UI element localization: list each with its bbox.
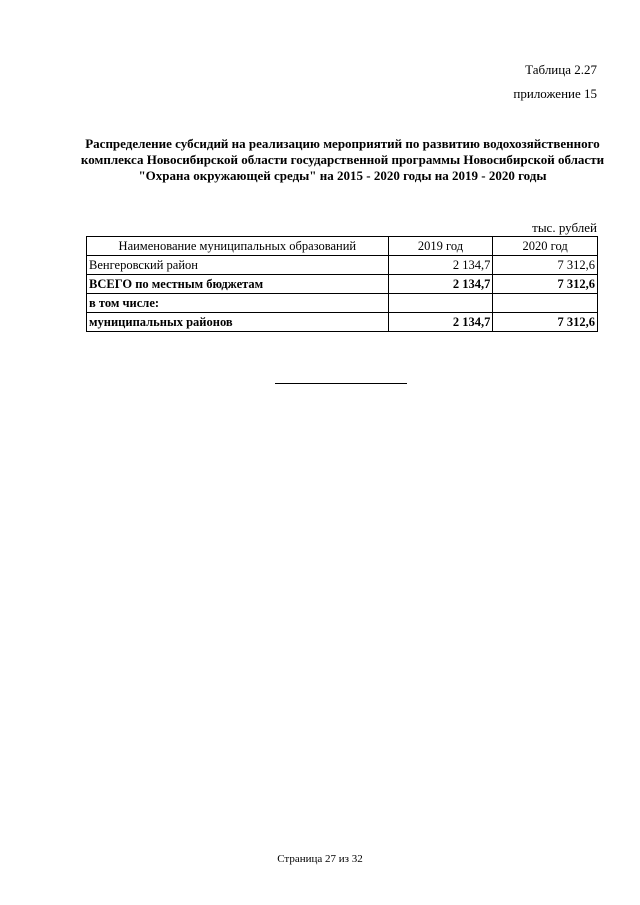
row-value-2019: 2 134,7 (388, 275, 493, 294)
column-header-2019: 2019 год (388, 237, 493, 256)
row-name: муниципальных районов (87, 313, 389, 332)
row-value-2019: 2 134,7 (388, 313, 493, 332)
table-row-total (87, 275, 598, 294)
row-name: ВСЕГО по местным бюджетам (87, 275, 389, 294)
column-header-name: Наименование муниципальных образований (87, 237, 389, 256)
row-value-2020: 7 312,6 (493, 256, 598, 275)
row-value-2020 (493, 294, 598, 313)
document-title: Распределение субсидий на реализацию мероприятий по развитию водохозяйственного комплекса Новосибирской области государственной программы Новосибирской области "Охрана окружающей среды" на 2015 - 2020 годы на 2019 - 2020 годы (80, 136, 605, 183)
appendix-label: приложение 15 (513, 86, 597, 101)
table-header-row (87, 237, 598, 256)
subsidy-table (86, 236, 598, 332)
row-value-2019 (388, 294, 493, 313)
table-row-municipal-districts (87, 313, 598, 332)
row-name: в том числе: (87, 294, 389, 313)
page-number: Страница 27 из 32 (277, 853, 363, 865)
row-value-2020: 7 312,6 (493, 275, 598, 294)
row-value-2019: 2 134,7 (388, 256, 493, 275)
column-header-2020: 2020 год (493, 237, 598, 256)
row-value-2020: 7 312,6 (493, 313, 598, 332)
units-label: тыс. рублей (532, 220, 597, 235)
row-name: Венгеровский район (87, 256, 389, 275)
table-number: Таблица 2.27 (525, 62, 597, 77)
table-row (87, 256, 598, 275)
table-row-including (87, 294, 598, 313)
separator-line (275, 383, 407, 384)
